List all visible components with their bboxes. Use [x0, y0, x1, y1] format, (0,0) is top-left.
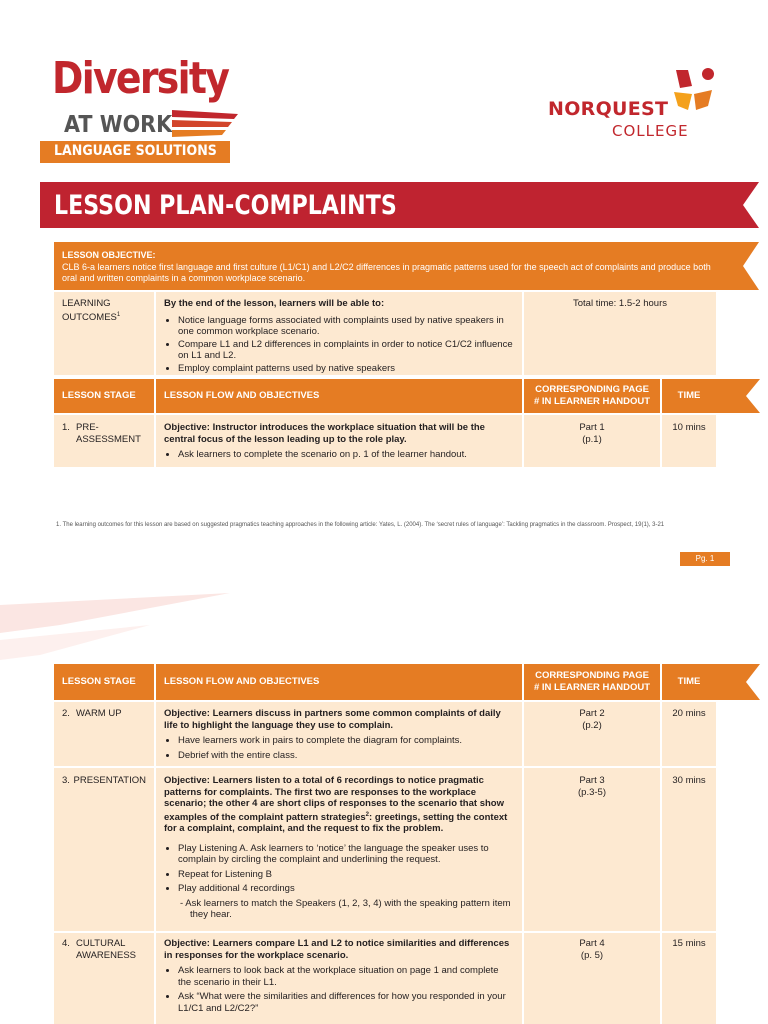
lesson-objective [54, 242, 730, 290]
norquest-logo [548, 66, 723, 146]
header-page-line2: # IN LEARNER HANDOUT [533, 682, 651, 693]
row1-page-line1: Part 1 [579, 422, 605, 433]
page-title: LESSON PLAN-COMPLAINTS [54, 190, 397, 221]
header-flow-label: LESSON FLOW AND OBJECTIVES [164, 390, 320, 401]
outcomes-list-cell [156, 292, 522, 375]
row3-time-value: 30 mins [672, 775, 706, 786]
row3-objective-tail: : greetings, setting the context for a complaint, complaint, and the request to fix the problem. [164, 811, 508, 835]
row1-stage [54, 415, 154, 467]
list-item: • Repeat for Listening B [178, 869, 514, 881]
row4-stage-line1: CULTURAL [76, 938, 126, 949]
decorative-swoosh [0, 585, 768, 665]
list-item [178, 883, 514, 921]
row2-stage-num: 2. [62, 708, 70, 719]
row3-page [524, 768, 660, 931]
header-time-p2 [662, 664, 716, 700]
row2-stage-line1: WARM UP [76, 708, 122, 719]
row3-bullets [164, 843, 514, 921]
row4-stage-line2: AWARENESS [76, 949, 137, 961]
logo-at-work-text: AT WORK [64, 112, 173, 138]
objective-text: CLB 6-a learners notice first language and first culture (L1/C1) and L2/C2 differences in pragmatic patterns used for the speech act of complaints and produce both oral and written complaints in a common workplace scenario. [62, 262, 711, 283]
header-page-line1: CORRESPONDING PAGE [535, 670, 649, 681]
row4-bullets [164, 965, 514, 1014]
row3-objective [164, 775, 514, 835]
row1-page [524, 415, 660, 467]
outcomes-label: LEARNING OUTCOMES [62, 298, 117, 323]
logo-language-solutions-bar [40, 141, 230, 163]
row2-time [662, 702, 716, 766]
row1-objective: Objective: Instructor introduces the workplace situation that will be the central focus of the lesson leading up to the role play. [164, 422, 485, 445]
row3-bullet3-text: Play additional 4 recordings [178, 883, 295, 895]
row2-page-line2: (p.2) [582, 719, 602, 731]
row4-stage [54, 933, 154, 1024]
header-time-label: TIME [677, 390, 701, 401]
list-item: • Ask learners to complete the scenario on p. 1 of the learner handout. [178, 449, 514, 461]
row3-stage-line1: PRESENTATION [73, 775, 146, 786]
row4-time [662, 933, 716, 1024]
header-page-line1: CORRESPONDING PAGE [535, 384, 649, 395]
page-number: Pg. 1 [680, 552, 730, 566]
header-flow-p2 [156, 664, 522, 700]
row4-page-line2: (p. 5) [580, 949, 604, 961]
row2-objective: Objective: Learners discuss in partners some common complaints of daily life to highlight the language they use to complain. [164, 708, 501, 731]
diversity-at-work-logo [52, 55, 252, 165]
row3-flow [156, 768, 522, 931]
total-time: Total time: 1.5-2 hours [573, 298, 667, 309]
total-time-cell [524, 292, 716, 375]
row1-flow [156, 415, 522, 467]
list-item: • Compare L1 and L2 differences in complaints in order to notice C1/C2 influence on L1 and L2. [178, 339, 514, 362]
row1-time [662, 415, 716, 467]
row4-objective: Objective: Learners compare L1 and L2 to notice similarities and differences in responses for the workplace scenario. [164, 938, 510, 961]
norquest-college: COLLEGE [612, 122, 689, 140]
list-item: • Employ complaint patterns used by native speakers [178, 363, 514, 375]
outcomes-intro: By the end of the lesson, learners will be able to: [164, 298, 385, 309]
header-stage [54, 379, 154, 413]
norquest-flower-icon [670, 66, 720, 112]
header-page-line2: # IN LEARNER HANDOUT [533, 396, 651, 407]
row2-flow [156, 702, 522, 766]
list-item: • Play Listening A. Ask learners to ‘notice’ the language the speaker uses to complain by circling the complaint and underlining the request. [178, 843, 514, 866]
row2-page-line1: Part 2 [579, 708, 605, 719]
row1-stage-line2: ASSESSMENT [76, 433, 141, 445]
row2-time-value: 20 mins [672, 708, 706, 719]
outcomes-label-cell [54, 292, 154, 375]
row3-sub-list [178, 898, 514, 921]
outcomes-footnote-ref: 1 [116, 311, 121, 318]
row4-flow [156, 933, 522, 1024]
row1-bullets [164, 449, 514, 461]
list-item: • Notice language forms associated with complaints used by native speakers in one common workplace scenario. [178, 315, 514, 338]
header-time-label: TIME [677, 676, 701, 687]
logo-stripes-icon [172, 110, 242, 142]
row4-stage-num: 4. [62, 938, 70, 949]
header-stage-p2 [54, 664, 154, 700]
footnote: 1. The learning outcomes for this lesson are based on suggested pragmatics teaching approaches in the following article: Yates, L. (2004). The ‘secret rules of language’: Tackling pragmatics in the classroom. Prospect, 19(1), 3-21 [56, 522, 665, 528]
list-item: • Have learners work in pairs to complete the diagram for complaints. [178, 735, 514, 747]
list-item: • Ask “What were the similarities and differences for how you responded in your L1/C1 and L2/C2?” [178, 991, 514, 1014]
list-item: - Ask learners to match the Speakers (1, 2, 3, 4) with the speaking pattern item they hear. [190, 898, 514, 921]
norquest-name: NORQUEST [548, 98, 669, 120]
row3-stage [54, 768, 154, 931]
header-stage-label: LESSON STAGE [62, 390, 136, 401]
row2-stage [54, 702, 154, 766]
row3-page-line2: (p.3-5) [578, 786, 606, 798]
row2-bullets [164, 735, 514, 761]
row3-page-line1: Part 3 [579, 775, 605, 786]
banner-ribbon-tail [729, 182, 759, 228]
header-page-p2 [524, 664, 660, 700]
list-item: • Ask learners to look back at the workplace situation on page 1 and complete the scenario in their L1. [178, 965, 514, 988]
row3-stage-num: 3. [62, 775, 70, 786]
header-page [524, 379, 660, 413]
header-ribbon-tail-p2 [716, 664, 760, 700]
title-banner [40, 182, 730, 228]
row3-objective-text: Objective: Learners listen to a total of 6 recordings to notice pragmatic patterns for complaints. The first two are responses to the workplace scenario; the other 4 are short clips of responses to the scenario that show examples of the complaint pattern strategies [164, 775, 504, 823]
header-flow [156, 379, 522, 413]
row1-stage-line1: PRE- [76, 422, 99, 433]
row4-page [524, 933, 660, 1024]
list-item: • Debrief with the entire class. [178, 750, 514, 762]
row1-page-line2: (p.1) [582, 433, 602, 445]
row2-page [524, 702, 660, 766]
header-flow-label: LESSON FLOW AND OBJECTIVES [164, 676, 320, 687]
row4-page-line1: Part 4 [579, 938, 605, 949]
header-ribbon-tail [716, 379, 760, 413]
row1-stage-num: 1. [62, 422, 70, 433]
outcomes-list [164, 315, 514, 375]
row4-time-value: 15 mins [672, 938, 706, 949]
row3-footnote-ref: 2 [365, 811, 370, 818]
row3-time [662, 768, 716, 931]
logo-language-solutions-text: LANGUAGE SOLUTIONS [54, 143, 217, 159]
objective-title: LESSON OBJECTIVE: [62, 250, 156, 260]
row1-time-value: 10 mins [672, 422, 706, 433]
header-time [662, 379, 716, 413]
objective-ribbon-tail [729, 242, 759, 290]
logo-diversity-text: Diversity [52, 53, 229, 104]
header-stage-label: LESSON STAGE [62, 676, 136, 687]
